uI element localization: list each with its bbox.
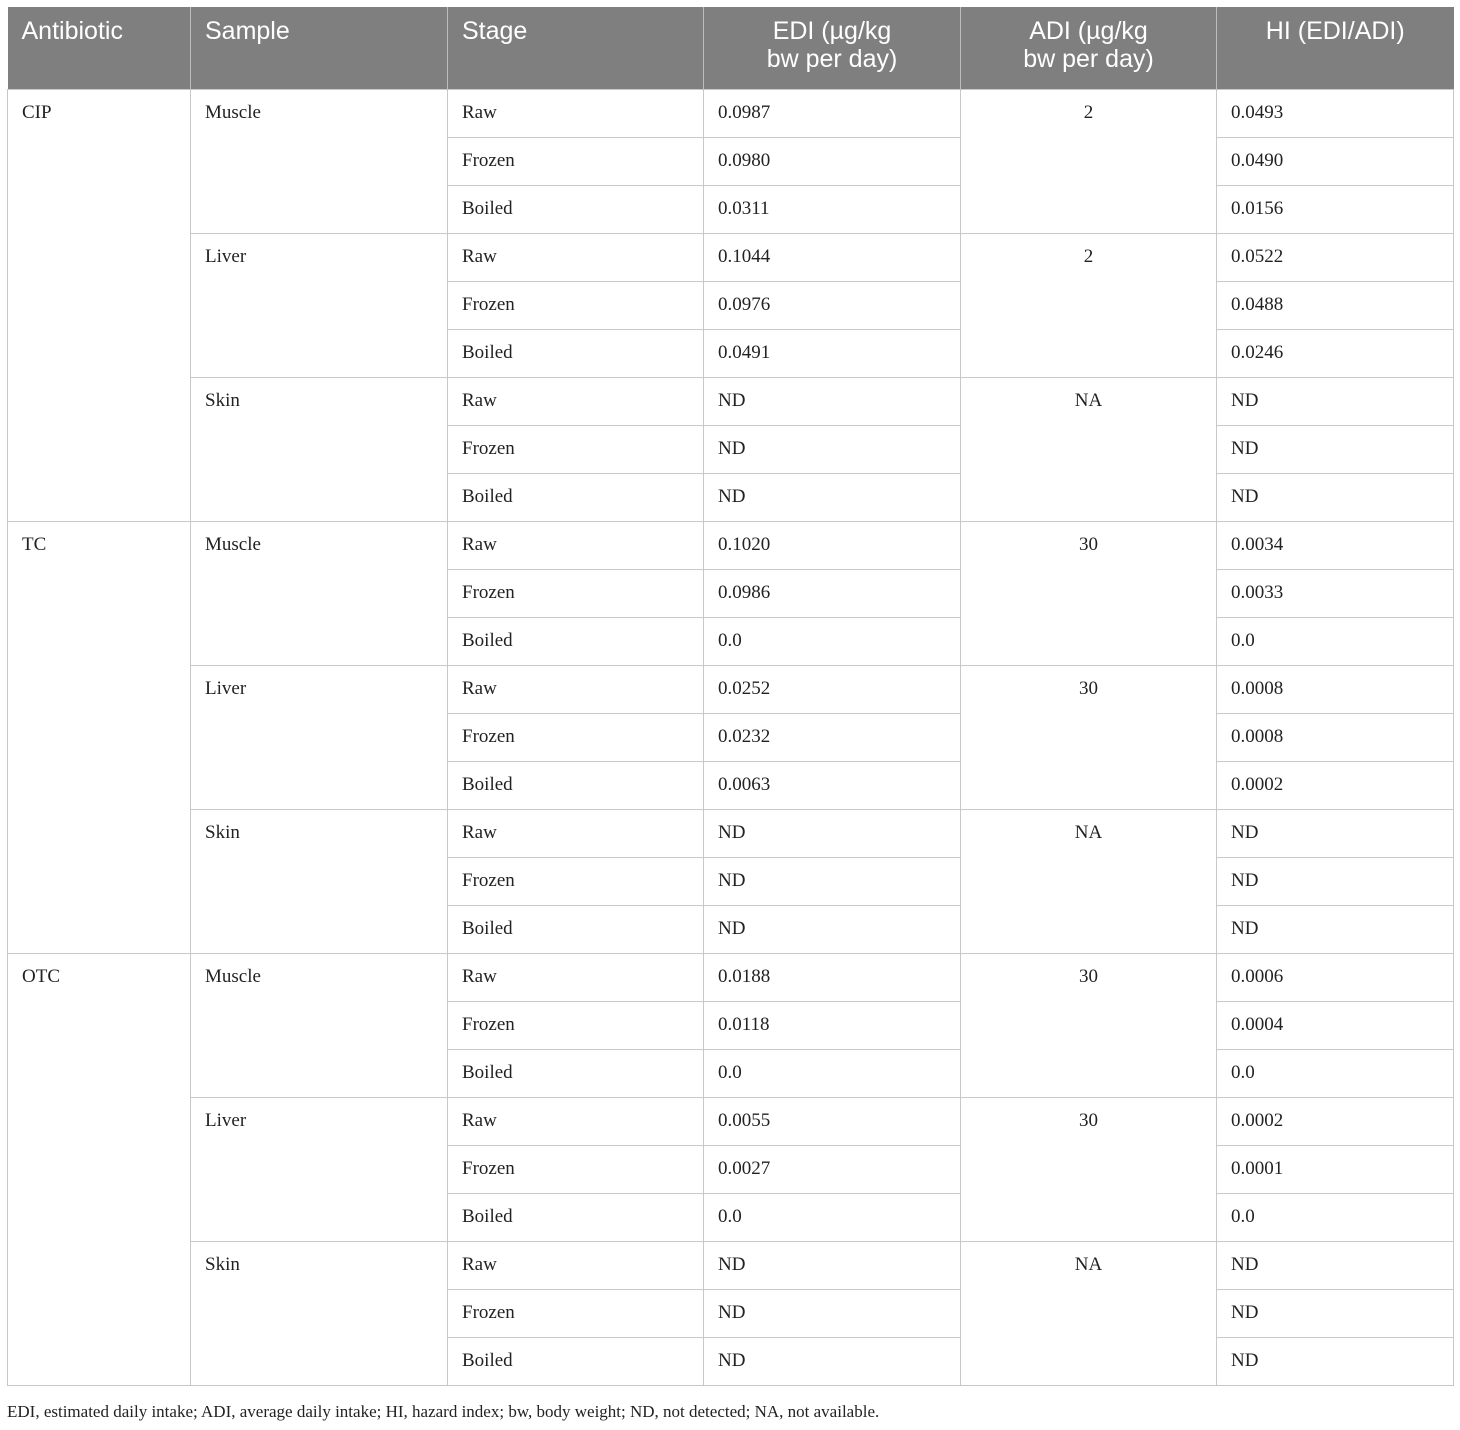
hi-cell: 0.0002: [1217, 761, 1454, 809]
edi-cell: 0.0311: [704, 185, 961, 233]
antibiotic-cell: OTC: [8, 953, 191, 1385]
header-antibiotic: Antibiotic: [8, 7, 191, 89]
adi-cell: NA: [961, 1241, 1217, 1385]
edi-cell: 0.0987: [704, 89, 961, 137]
stage-cell: Frozen: [448, 1289, 704, 1337]
hi-cell: 0.0033: [1217, 569, 1454, 617]
header-sample: Sample: [191, 7, 448, 89]
sample-cell: Muscle: [191, 89, 448, 233]
edi-cell: ND: [704, 809, 961, 857]
hi-cell: 0.0006: [1217, 953, 1454, 1001]
stage-cell: Frozen: [448, 1145, 704, 1193]
table-row: [8, 953, 1454, 1001]
adi-cell: 2: [961, 89, 1217, 233]
table-row: [8, 1097, 1454, 1145]
sample-cell: Skin: [191, 377, 448, 521]
edi-cell: ND: [704, 425, 961, 473]
hi-cell: 0.0490: [1217, 137, 1454, 185]
stage-cell: Raw: [448, 1097, 704, 1145]
table-row: [8, 377, 1454, 425]
adi-cell: NA: [961, 377, 1217, 521]
table-row: [8, 665, 1454, 713]
stage-cell: Raw: [448, 1241, 704, 1289]
edi-cell: 0.0118: [704, 1001, 961, 1049]
stage-cell: Raw: [448, 233, 704, 281]
hi-cell: 0.0034: [1217, 521, 1454, 569]
edi-cell: 0.0055: [704, 1097, 961, 1145]
hi-cell: ND: [1217, 1241, 1454, 1289]
hi-cell: ND: [1217, 377, 1454, 425]
table-row: [8, 521, 1454, 569]
edi-cell: 0.0491: [704, 329, 961, 377]
sample-cell: Muscle: [191, 521, 448, 665]
hi-cell: ND: [1217, 473, 1454, 521]
header-adi-line2: bw per day): [1023, 45, 1154, 73]
hi-cell: 0.0488: [1217, 281, 1454, 329]
hi-cell: 0.0246: [1217, 329, 1454, 377]
stage-cell: Boiled: [448, 329, 704, 377]
table-footnote: EDI, estimated daily intake; ADI, average daily intake; HI, hazard index; bw, body weight; ND, not detected; NA, not available.: [7, 1402, 880, 1421]
stage-cell: Raw: [448, 953, 704, 1001]
edi-cell: ND: [704, 1337, 961, 1385]
stage-cell: Boiled: [448, 617, 704, 665]
edi-cell: 0.0232: [704, 713, 961, 761]
hi-cell: 0.0008: [1217, 665, 1454, 713]
hi-cell: 0.0522: [1217, 233, 1454, 281]
adi-cell: 30: [961, 521, 1217, 665]
hi-cell: 0.0: [1217, 1193, 1454, 1241]
hi-cell: 0.0008: [1217, 713, 1454, 761]
stage-cell: Raw: [448, 89, 704, 137]
table-header: [8, 7, 1454, 89]
stage-cell: Boiled: [448, 1049, 704, 1097]
data-table: [7, 7, 1454, 1386]
stage-cell: Raw: [448, 377, 704, 425]
stage-cell: Frozen: [448, 1001, 704, 1049]
adi-cell: 2: [961, 233, 1217, 377]
table-row: [8, 1241, 1454, 1289]
adi-cell: 30: [961, 665, 1217, 809]
stage-cell: Frozen: [448, 713, 704, 761]
sample-cell: Liver: [191, 233, 448, 377]
edi-cell: 0.1020: [704, 521, 961, 569]
stage-cell: Boiled: [448, 761, 704, 809]
adi-cell: 30: [961, 953, 1217, 1097]
table-body: [8, 89, 1454, 1385]
stage-cell: Boiled: [448, 185, 704, 233]
edi-cell: 0.0986: [704, 569, 961, 617]
stage-cell: Boiled: [448, 1337, 704, 1385]
stage-cell: Frozen: [448, 857, 704, 905]
sample-cell: Muscle: [191, 953, 448, 1097]
header-edi: [704, 7, 961, 89]
edi-cell: 0.0252: [704, 665, 961, 713]
hi-cell: ND: [1217, 857, 1454, 905]
hi-cell: ND: [1217, 1337, 1454, 1385]
sample-cell: Skin: [191, 809, 448, 953]
edi-cell: 0.0: [704, 617, 961, 665]
stage-cell: Boiled: [448, 905, 704, 953]
stage-cell: Raw: [448, 665, 704, 713]
stage-cell: Raw: [448, 809, 704, 857]
hi-cell: 0.0: [1217, 1049, 1454, 1097]
stage-cell: Boiled: [448, 473, 704, 521]
edi-cell: ND: [704, 473, 961, 521]
edi-cell: 0.0: [704, 1049, 961, 1097]
header-row: [8, 7, 1454, 89]
edi-cell: ND: [704, 857, 961, 905]
hi-cell: 0.0: [1217, 617, 1454, 665]
sample-cell: Liver: [191, 665, 448, 809]
edi-cell: 0.0: [704, 1193, 961, 1241]
hi-cell: ND: [1217, 809, 1454, 857]
hi-cell: 0.0156: [1217, 185, 1454, 233]
adi-cell: 30: [961, 1097, 1217, 1241]
antibiotic-cell: TC: [8, 521, 191, 953]
edi-cell: 0.0976: [704, 281, 961, 329]
hi-cell: ND: [1217, 1289, 1454, 1337]
hi-cell: ND: [1217, 905, 1454, 953]
hi-cell: 0.0493: [1217, 89, 1454, 137]
sample-cell: Liver: [191, 1097, 448, 1241]
header-adi-line1: ADI (µg/kg: [1029, 17, 1148, 45]
stage-cell: Frozen: [448, 281, 704, 329]
edi-cell: 0.0188: [704, 953, 961, 1001]
stage-cell: Frozen: [448, 425, 704, 473]
edi-cell: ND: [704, 1289, 961, 1337]
edi-cell: 0.1044: [704, 233, 961, 281]
stage-cell: Boiled: [448, 1193, 704, 1241]
table-row: [8, 89, 1454, 137]
sample-cell: Skin: [191, 1241, 448, 1385]
hi-cell: 0.0004: [1217, 1001, 1454, 1049]
edi-cell: ND: [704, 905, 961, 953]
stage-cell: Frozen: [448, 569, 704, 617]
header-hi: HI (EDI/ADI): [1217, 7, 1454, 89]
hi-cell: 0.0002: [1217, 1097, 1454, 1145]
header-edi-line2: bw per day): [766, 45, 898, 73]
stage-cell: Raw: [448, 521, 704, 569]
hi-cell: ND: [1217, 425, 1454, 473]
header-adi: [961, 7, 1217, 89]
stage-cell: Frozen: [448, 137, 704, 185]
table-row: [8, 233, 1454, 281]
header-edi-line1: EDI (µg/kg: [772, 17, 892, 45]
edi-cell: 0.0027: [704, 1145, 961, 1193]
edi-cell: 0.0063: [704, 761, 961, 809]
antibiotic-cell: CIP: [8, 89, 191, 521]
edi-cell: 0.0980: [704, 137, 961, 185]
header-stage: Stage: [448, 7, 704, 89]
edi-cell: ND: [704, 377, 961, 425]
adi-cell: NA: [961, 809, 1217, 953]
edi-cell: ND: [704, 1241, 961, 1289]
hi-cell: 0.0001: [1217, 1145, 1454, 1193]
table-row: [8, 809, 1454, 857]
